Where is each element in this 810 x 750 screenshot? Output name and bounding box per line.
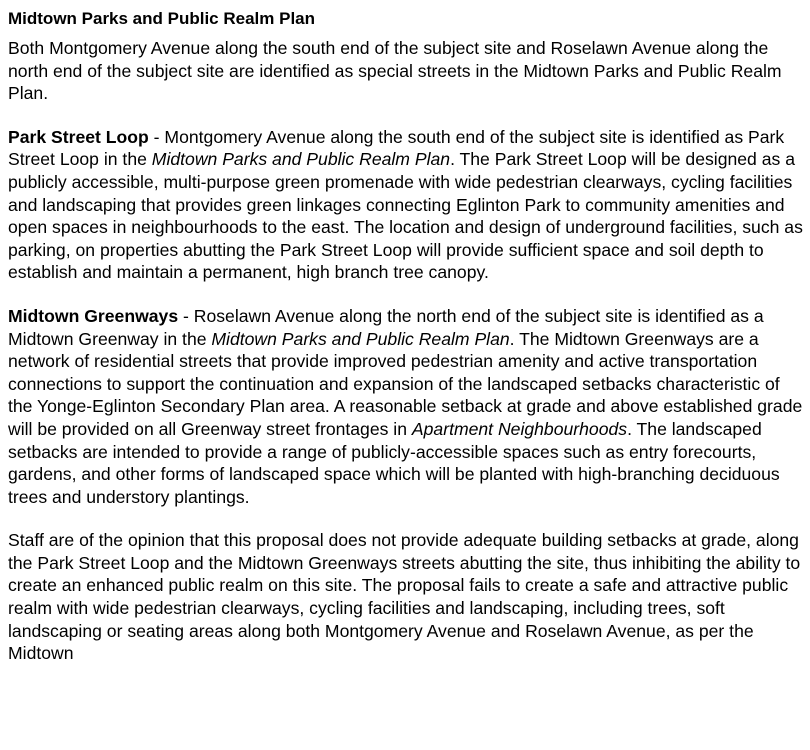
page-title: Midtown Parks and Public Realm Plan <box>8 9 316 28</box>
paragraph <box>8 305 808 508</box>
paragraph <box>8 37 808 105</box>
paragraph-text: - Roselawn Avenue along the north end of the subject site is identified as a Midtown Greenway in the <box>8 305 764 349</box>
italic-reference: Midtown Parks and Public Realm Plan <box>151 149 451 170</box>
paragraph-text: . The Midtown Greenways are a network of residential streets that provide improved pedestrian amenity and active transportation connections to support the continuation and expansion of the landscaped setbacks characteristic of the Yonge-Eglinton Secondary Plan area. A reasonable setback at grade and above established grade will be provided on all Greenway street frontages in <box>8 328 803 439</box>
paragraph-text: - Montgomery Avenue along the south end of the subject site is identified as Park Street Loop in the <box>8 126 785 170</box>
italic-reference: Midtown Parks and Public Realm Plan <box>211 328 510 349</box>
paragraph-text: . The landscaped setbacks are intended to provide a range of publicly-accessible spaces such as entry forecourts, gardens, and other forms of landscaped space which will be planted with high-branching deciduous trees and understory plantings. <box>8 418 780 507</box>
paragraph <box>8 529 808 665</box>
paragraph-text: Both Montgomery Avenue along the south end of the subject site and Roselawn Avenue along the north end of the subject site are identified as special streets in the Midtown Parks and Public Realm Plan. <box>8 38 782 104</box>
italic-reference: Apartment Neighbourhoods <box>411 418 628 439</box>
paragraph-text: . The Park Street Loop will be designed as a publicly accessible, multi-purpose green promenade with wide pedestrian clearways, cycling facilities and landscaping that provides green linkages connecting Eglinton Park to community amenities and open spaces in neighbourhoods to the east. The location and design of underground facilities, such as parking, on properties abutting the Park Street Loop will provide sufficient space and soil depth to establish and maintain a permanent, high branch tree canopy. <box>8 149 803 283</box>
paragraph <box>8 126 808 284</box>
document-page <box>8 0 808 686</box>
paragraph-text: Staff are of the opinion that this proposal does not provide adequate building setbacks at grade, along the Park Street Loop and the Midtown Greenways streets abutting the site, thus inhibiting the ability to create an enhanced public realm on this site. The proposal fails to create a safe and attractive public realm with wide pedestrian clearways, cycling facilities and landscaping, including trees, soft landscaping or seating areas along both Montgomery Avenue and Roselawn Avenue, as per the Midtown <box>8 530 801 664</box>
section-heading: Park Street Loop <box>8 126 149 147</box>
section-heading: Midtown Greenways <box>8 305 179 326</box>
document-body <box>8 37 808 665</box>
